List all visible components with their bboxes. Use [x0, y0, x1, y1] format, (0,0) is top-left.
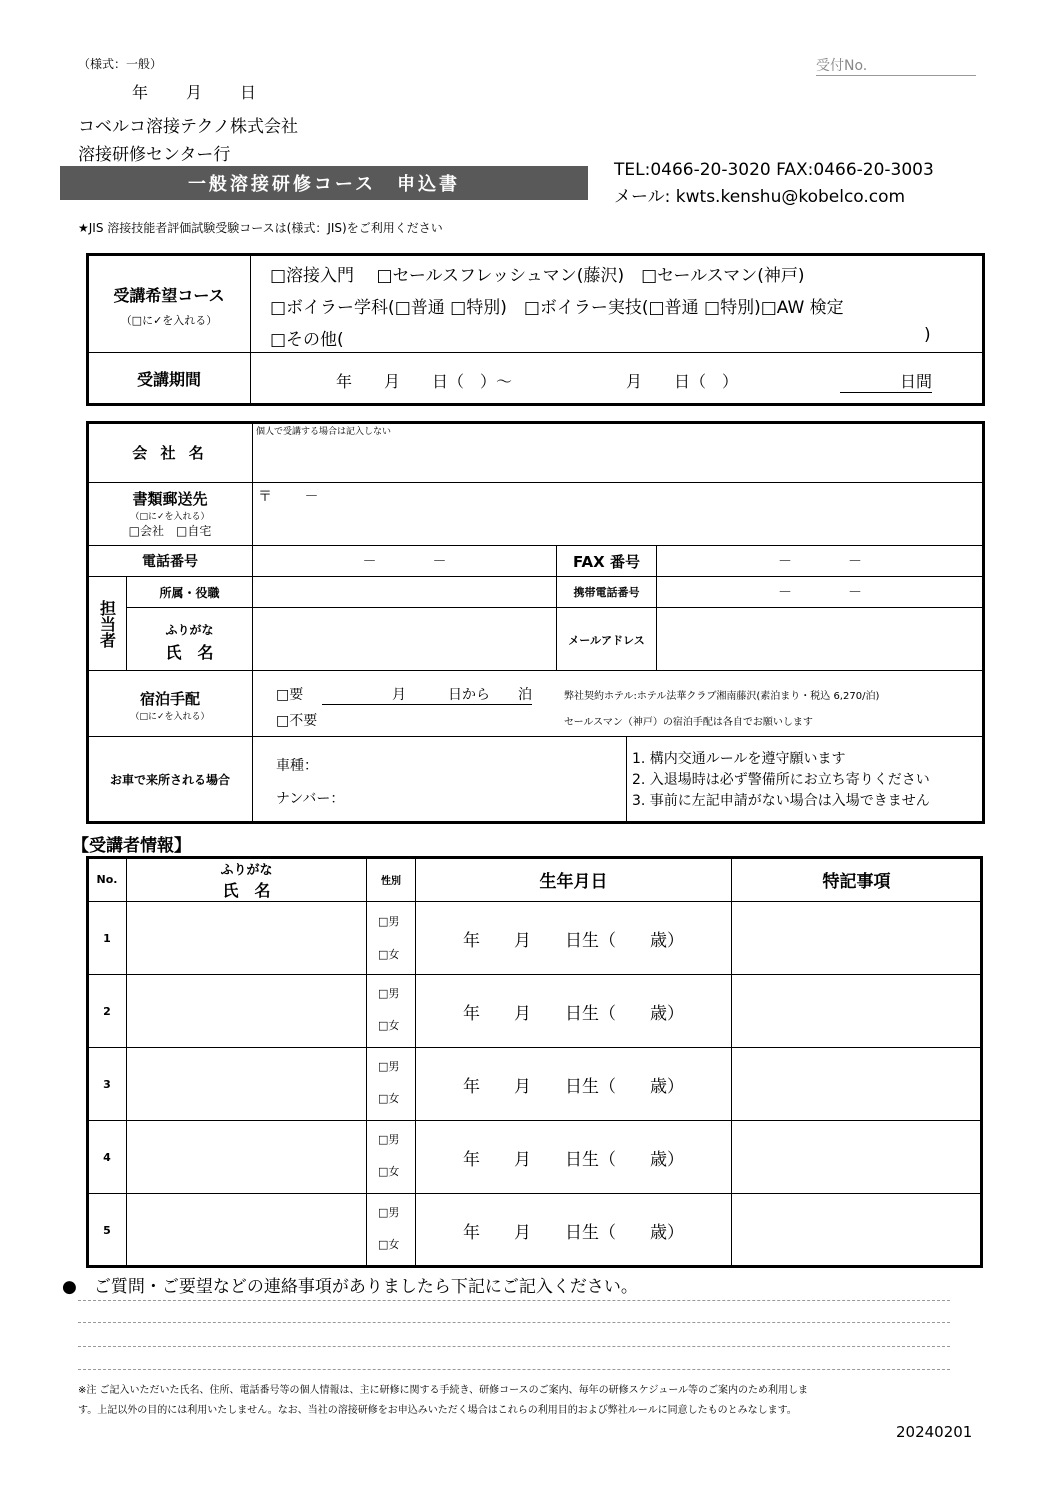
row-5-no: 5: [103, 1223, 111, 1237]
row-4-male[interactable]: □男: [378, 1133, 400, 1146]
department-label: 所属・役職: [159, 585, 220, 600]
date-line: 年 月 日: [132, 83, 259, 102]
header-no: No.: [96, 873, 118, 886]
row-3-no: 3: [103, 1077, 111, 1091]
fax-label: FAX 番号: [573, 552, 640, 571]
row-5-female[interactable]: □女: [378, 1238, 400, 1251]
contact-name-label: 氏 名: [165, 642, 214, 662]
period-days[interactable]: 日間: [840, 369, 932, 393]
header-furigana: ふりがな: [220, 862, 273, 878]
row-1-no: 1: [103, 931, 111, 945]
car-rule-3: 3. 事前に左記申請がない場合は入場できません: [632, 793, 930, 809]
row-3-birthdate[interactable]: 年 月 日生（ 歳）: [463, 1076, 684, 1097]
form-type: （様式：一般）: [78, 57, 163, 71]
row-2-no: 2: [103, 1004, 111, 1018]
car-rule-1: 1. 構内交通ルールを遵守願います: [632, 751, 846, 767]
furigana-label: ふりがな: [165, 622, 214, 637]
row-3-female[interactable]: □女: [378, 1092, 400, 1105]
form-title: 一般溶接研修コース 申込書: [60, 166, 588, 200]
recipient-company: コベルコ溶接テクノ株式会社: [78, 117, 298, 137]
row-4-no: 4: [103, 1150, 111, 1164]
car-number-label: ナンバー：: [276, 791, 345, 807]
jis-notice: ★JIS 溶接技能者評価試験受験コースは(様式：JIS)をご利用ください: [78, 221, 443, 235]
mailing-options[interactable]: □会社 □自宅: [128, 523, 212, 538]
privacy-note-2: す。上記以外の目的には利用いたしません。なお、当社の溶接研修をお申込みいただく場合はこれらの利用目的および弊社ルールに同意したものとみなします。: [78, 1405, 797, 1416]
phone-label: 電話番号: [142, 554, 198, 570]
course-other-close: ): [924, 325, 931, 345]
contact-person-label: 担当者: [97, 599, 117, 648]
comment-line-1[interactable]: [78, 1300, 950, 1301]
fax-value[interactable]: － －: [778, 554, 862, 570]
course-options-line1[interactable]: □溶接入門 □セールスフレッシュマン(藤沢) □セールスマン(神戸): [270, 266, 805, 286]
mailing-sublabel: （□に✓を入れる）: [130, 511, 210, 522]
row-2-birthdate[interactable]: 年 月 日生（ 歳）: [463, 1003, 684, 1024]
contact-prompt: ● ご質問・ご要望などの連絡事項がありましたら下記にご記入ください。: [62, 1277, 638, 1297]
comment-line-4[interactable]: [78, 1369, 950, 1370]
lodging-noneed-option[interactable]: □不要: [276, 713, 318, 729]
car-type-label: 車種：: [276, 758, 318, 774]
lodging-label: 宿泊手配: [139, 689, 200, 708]
mailing-label: 書類郵送先: [132, 489, 208, 508]
row-5-male[interactable]: □男: [378, 1206, 400, 1219]
comment-line-3[interactable]: [78, 1346, 950, 1347]
participants-title: 【受講者情報】: [72, 836, 191, 856]
row-2-male[interactable]: □男: [378, 987, 400, 1000]
header-birthdate: 生年月日: [539, 872, 608, 892]
email-label: メールアドレス: [568, 633, 645, 647]
postal-code[interactable]: 〒 －: [258, 489, 319, 505]
privacy-note-1: ※注 ご記入いただいた氏名、住所、電話番号等の個人情報は、主に研修に関する手続き、研修コースのご案内、毎年の研修スケジュール等のご案内のため利用しま: [78, 1385, 809, 1396]
salesman-note: セールスマン（神戸）の宿泊手配は各自でお願いします: [564, 717, 813, 728]
lodging-need-detail[interactable]: 月 日から 泊: [322, 684, 532, 705]
course-other-option[interactable]: □その他(: [270, 330, 344, 350]
row-1-birthdate[interactable]: 年 月 日生（ 歳）: [463, 930, 684, 951]
row-5-birthdate[interactable]: 年 月 日生（ 歳）: [463, 1222, 684, 1243]
recipient-department: 溶接研修センター行: [78, 145, 231, 165]
hotel-note: 弊社契約ホテル:ホテル法華クラブ湘南藤沢(素泊まり・税込 6,270/泊): [564, 691, 880, 702]
company-name-note: 個人で受講する場合は記入しない: [256, 427, 392, 437]
course-label: 受講希望コース: [113, 285, 225, 305]
period-start[interactable]: 年 月 日（ ）～: [336, 372, 513, 391]
period-label: 受講期間: [136, 370, 201, 389]
header-name: 氏 名: [222, 880, 271, 900]
car-rule-2: 2. 入退場時は必ず警備所にお立ち寄りください: [632, 772, 930, 788]
comment-line-2[interactable]: [78, 1322, 950, 1323]
version-code: 20240201: [896, 1423, 973, 1441]
row-4-birthdate[interactable]: 年 月 日生（ 歳）: [463, 1149, 684, 1170]
course-options-line2[interactable]: □ボイラー学科(□普通 □特別) □ボイラー実技(□普通 □特別)□AW 検定: [270, 298, 844, 318]
header-remarks: 特記事項: [822, 872, 891, 892]
tel-fax: TEL:0466-20-3020 FAX:0466-20-3003: [614, 160, 934, 180]
car-rules: [632, 749, 930, 812]
phone-value[interactable]: － －: [362, 554, 447, 570]
row-1-male[interactable]: □男: [378, 915, 400, 928]
company-name-label: 会 社 名: [132, 443, 208, 462]
period-end[interactable]: 月 日（ ）: [626, 372, 739, 391]
course-sublabel: （□に✓を入れる）: [120, 314, 218, 327]
lodging-need-option[interactable]: □要: [276, 687, 304, 703]
row-2-female[interactable]: □女: [378, 1019, 400, 1032]
header-gender: 性別: [381, 876, 401, 887]
car-label: お車で来所される場合: [109, 772, 230, 787]
reception-no-label: 受付No.: [816, 55, 976, 76]
lodging-sublabel: （□に✓を入れる）: [130, 711, 210, 722]
row-1-female[interactable]: □女: [378, 948, 400, 961]
mobile-label: 携帯電話番号: [573, 586, 640, 599]
mobile-value[interactable]: － －: [778, 585, 862, 601]
row-3-male[interactable]: □男: [378, 1060, 400, 1073]
row-4-female[interactable]: □女: [378, 1165, 400, 1178]
contact-mail: メール: kwts.kenshu@kobelco.com: [614, 187, 906, 207]
